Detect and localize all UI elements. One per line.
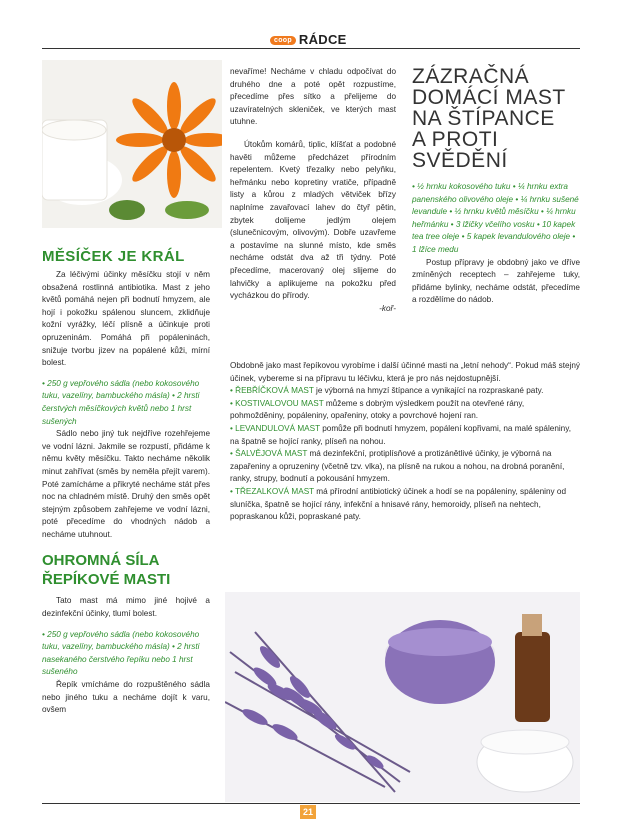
middle-text-1: nevaříme! Necháme v chladu odpočívat do druhého dne a poté opět rozpustíme, přecedíme přes sítko a přelijeme do uzavíratelných skleniček, ve kterých mast utuhne.	[230, 67, 396, 127]
middle-text-2: Útokům komárů, tiplic, klíšťat a podobné havěti můžeme předcházet přírodním repelentem. Kvetý třezalky nebo pelyňku, heřmánku nebo kopretiny vratiče, případně listy a kůrou z mladých větviček břízy naplníme zavařovací lahev do čtyř pětin, zbytek dolijeme jedlým olejem (slunečnicovým, olivovým). Dobře uzavřeme a postavíme na slunné místo, kde směs necháme odstát dva až tři týdny. Poté přecedíme, macerovaný olej slijeme do lahvičky a aplikujeme na pokožku před vycházkou do přírody.	[230, 139, 396, 301]
ointment-steps: Postup přípravy je obdobný jako ve dříve zmíněných receptech – zahřejeme tuky, přidáme bylinky, necháme odstát, přecedíme a rozdělíme do nádob.	[412, 257, 580, 305]
header-rule	[42, 48, 580, 49]
calendula-steps: Sádlo nebo jiný tuk nejdříve rozehřejeme ve vodní lázni. Jakmile se rozpustí, přidáme k němu květy měsíčku. Takto necháme několik minut zahřívat (směs by neměla přejít varem). Poté zamícháme a přikryté necháme stát přes noc na chladném místě. Druhý den směs opět stejným způsobem zahřejeme ve vodní lázni, poté přecedíme do vhodných nádob a necháme utuhnout.	[42, 429, 210, 539]
lavender-photo	[225, 592, 580, 802]
heading-calendula: MĚSÍČEK JE KRÁL	[42, 248, 185, 265]
page-header	[270, 32, 347, 47]
item-name: LEVANDULOVÁ MAST	[235, 423, 320, 433]
list-intro: Obdobně jako mast řepíkovou vyrobíme i další účinné masti na „letní nehody“. Pokud máš stejný účinek, vybereme si na přípravu tu léčivku, která je pro nás nejdostupnější.	[230, 361, 580, 383]
list-item: • ŘEBŘÍČKOVÁ MAST je výborná na hmyzí štípance a vynikající na rozpraskané paty.	[230, 386, 544, 396]
calendula-ingredients: • 250 g vepřového sádla (nebo kokosového tuku, vazelíny, bambuckého másla) • 2 hrsti čerstvých měsíčkových květů nebo 1 hrst sušených	[42, 378, 200, 426]
column-right	[412, 66, 580, 307]
title-line-3: NA ŠTÍPANCE	[412, 107, 555, 130]
ointment-list-box	[230, 360, 580, 524]
column-left	[42, 248, 210, 717]
author-sign: -koř-	[379, 303, 396, 313]
item-name: KOSTIVALOVOU MAST	[235, 398, 324, 408]
title-line-1: ZÁZRAČNÁ	[412, 65, 530, 88]
agrimony-ingredients: • 250 g vepřového sádla (nebo kokosového tuku, vazelíny, bambuckého másla) • 2 hrsti nasekaného čerstvého řepíku nebo 1 hrst sušeného	[42, 629, 200, 677]
coop-logo: coop	[270, 36, 296, 45]
section-title: RÁDCE	[298, 32, 347, 47]
agrimony-steps: Řepík vmícháme do rozpuštěného sádla nebo jiného tuku a necháme dojít k varu, ovšem	[42, 680, 210, 715]
calendula-intro: Za léčivými účinky měsíčku stojí v něm obsažená rostlinná antibiotika. Mast z jeho květů pomáhá nejen při bodnutí hmyzem, ale hojí i pokožku spálenou sluncem, zklidňuje kožní vyrážky, léčí plísně a účinkuje proti opruzeninám. Pomáhá při popáleninách, snižuje tvorbu jizev na popálené kůži, mírní bolest.	[42, 270, 210, 368]
ointment-title	[412, 66, 580, 171]
item-name: ŘEBŘÍČKOVÁ MAST	[235, 386, 314, 396]
list-item: • KOSTIVALOVOU MAST můžeme s dobrým výsledkem použít na otevřené rány, pohmožděniny, popáleniny, opařeniny, otoky a povrchové hojení ran.	[230, 398, 525, 421]
heading-agrimony-2: ŘEPÍKOVÉ MASTI	[42, 571, 171, 589]
title-line-5: SVĚDĚNÍ	[412, 149, 508, 172]
page-number: 21	[300, 805, 316, 819]
item-name: TŘEZALKOVÁ MAST	[235, 486, 315, 496]
calendula-photo	[42, 60, 222, 228]
list-item: • ŠALVĚJOVÁ MAST má dezinfekční, protiplísňové a protizánětlivé účinky, je výborná na zapařeniny a opruzeniny (včetně tzv. vlka), na plísně na rukou a nohou, na drobná poranění, ranky, strupy, bodnutí a pokousání hmyzem.	[230, 449, 565, 484]
title-line-4: A PROTI	[412, 128, 499, 151]
footer-rule	[42, 803, 580, 804]
item-name: ŠALVĚJOVÁ MAST	[235, 449, 308, 459]
list-item: • LEVANDULOVÁ MAST pomůže při bodnutí hmyzem, popálení kopřivami, na malé spáleniny, na špatně se hojící ranky, plíseň na nohou.	[230, 423, 571, 446]
title-line-2: DOMÁCÍ MAST	[412, 86, 566, 109]
list-item: • TŘEZALKOVÁ MAST má přírodní antibiotický účinek a hodí se na popáleniny, spáleniny od sluníčka, špatně se hojící rány, infekční a hnisavé rány, hemoroidy, plíseň na nehtech, popraskanou kůži, popraskané paty.	[230, 486, 567, 522]
ointment-ingredients: • ½ hrnku kokosového tuku • ¼ hrnku extra panenského olivového oleje • ¼ hrnku sušené levandule • ½ hrnku květů měsíčku • ¼ hrnku heřmánku • 3 lžičky včelího vosku • 10 kapek tea tree oleje • 5 kapek levandulového oleje • 1 lžíce medu	[412, 182, 579, 254]
heading-agrimony-1: OHROMNÁ SÍLA	[42, 552, 160, 570]
agrimony-intro: Tato mast má mimo jiné hojivé a dezinfekční účinky, tlumí bolest.	[42, 596, 210, 619]
column-middle	[230, 66, 396, 315]
